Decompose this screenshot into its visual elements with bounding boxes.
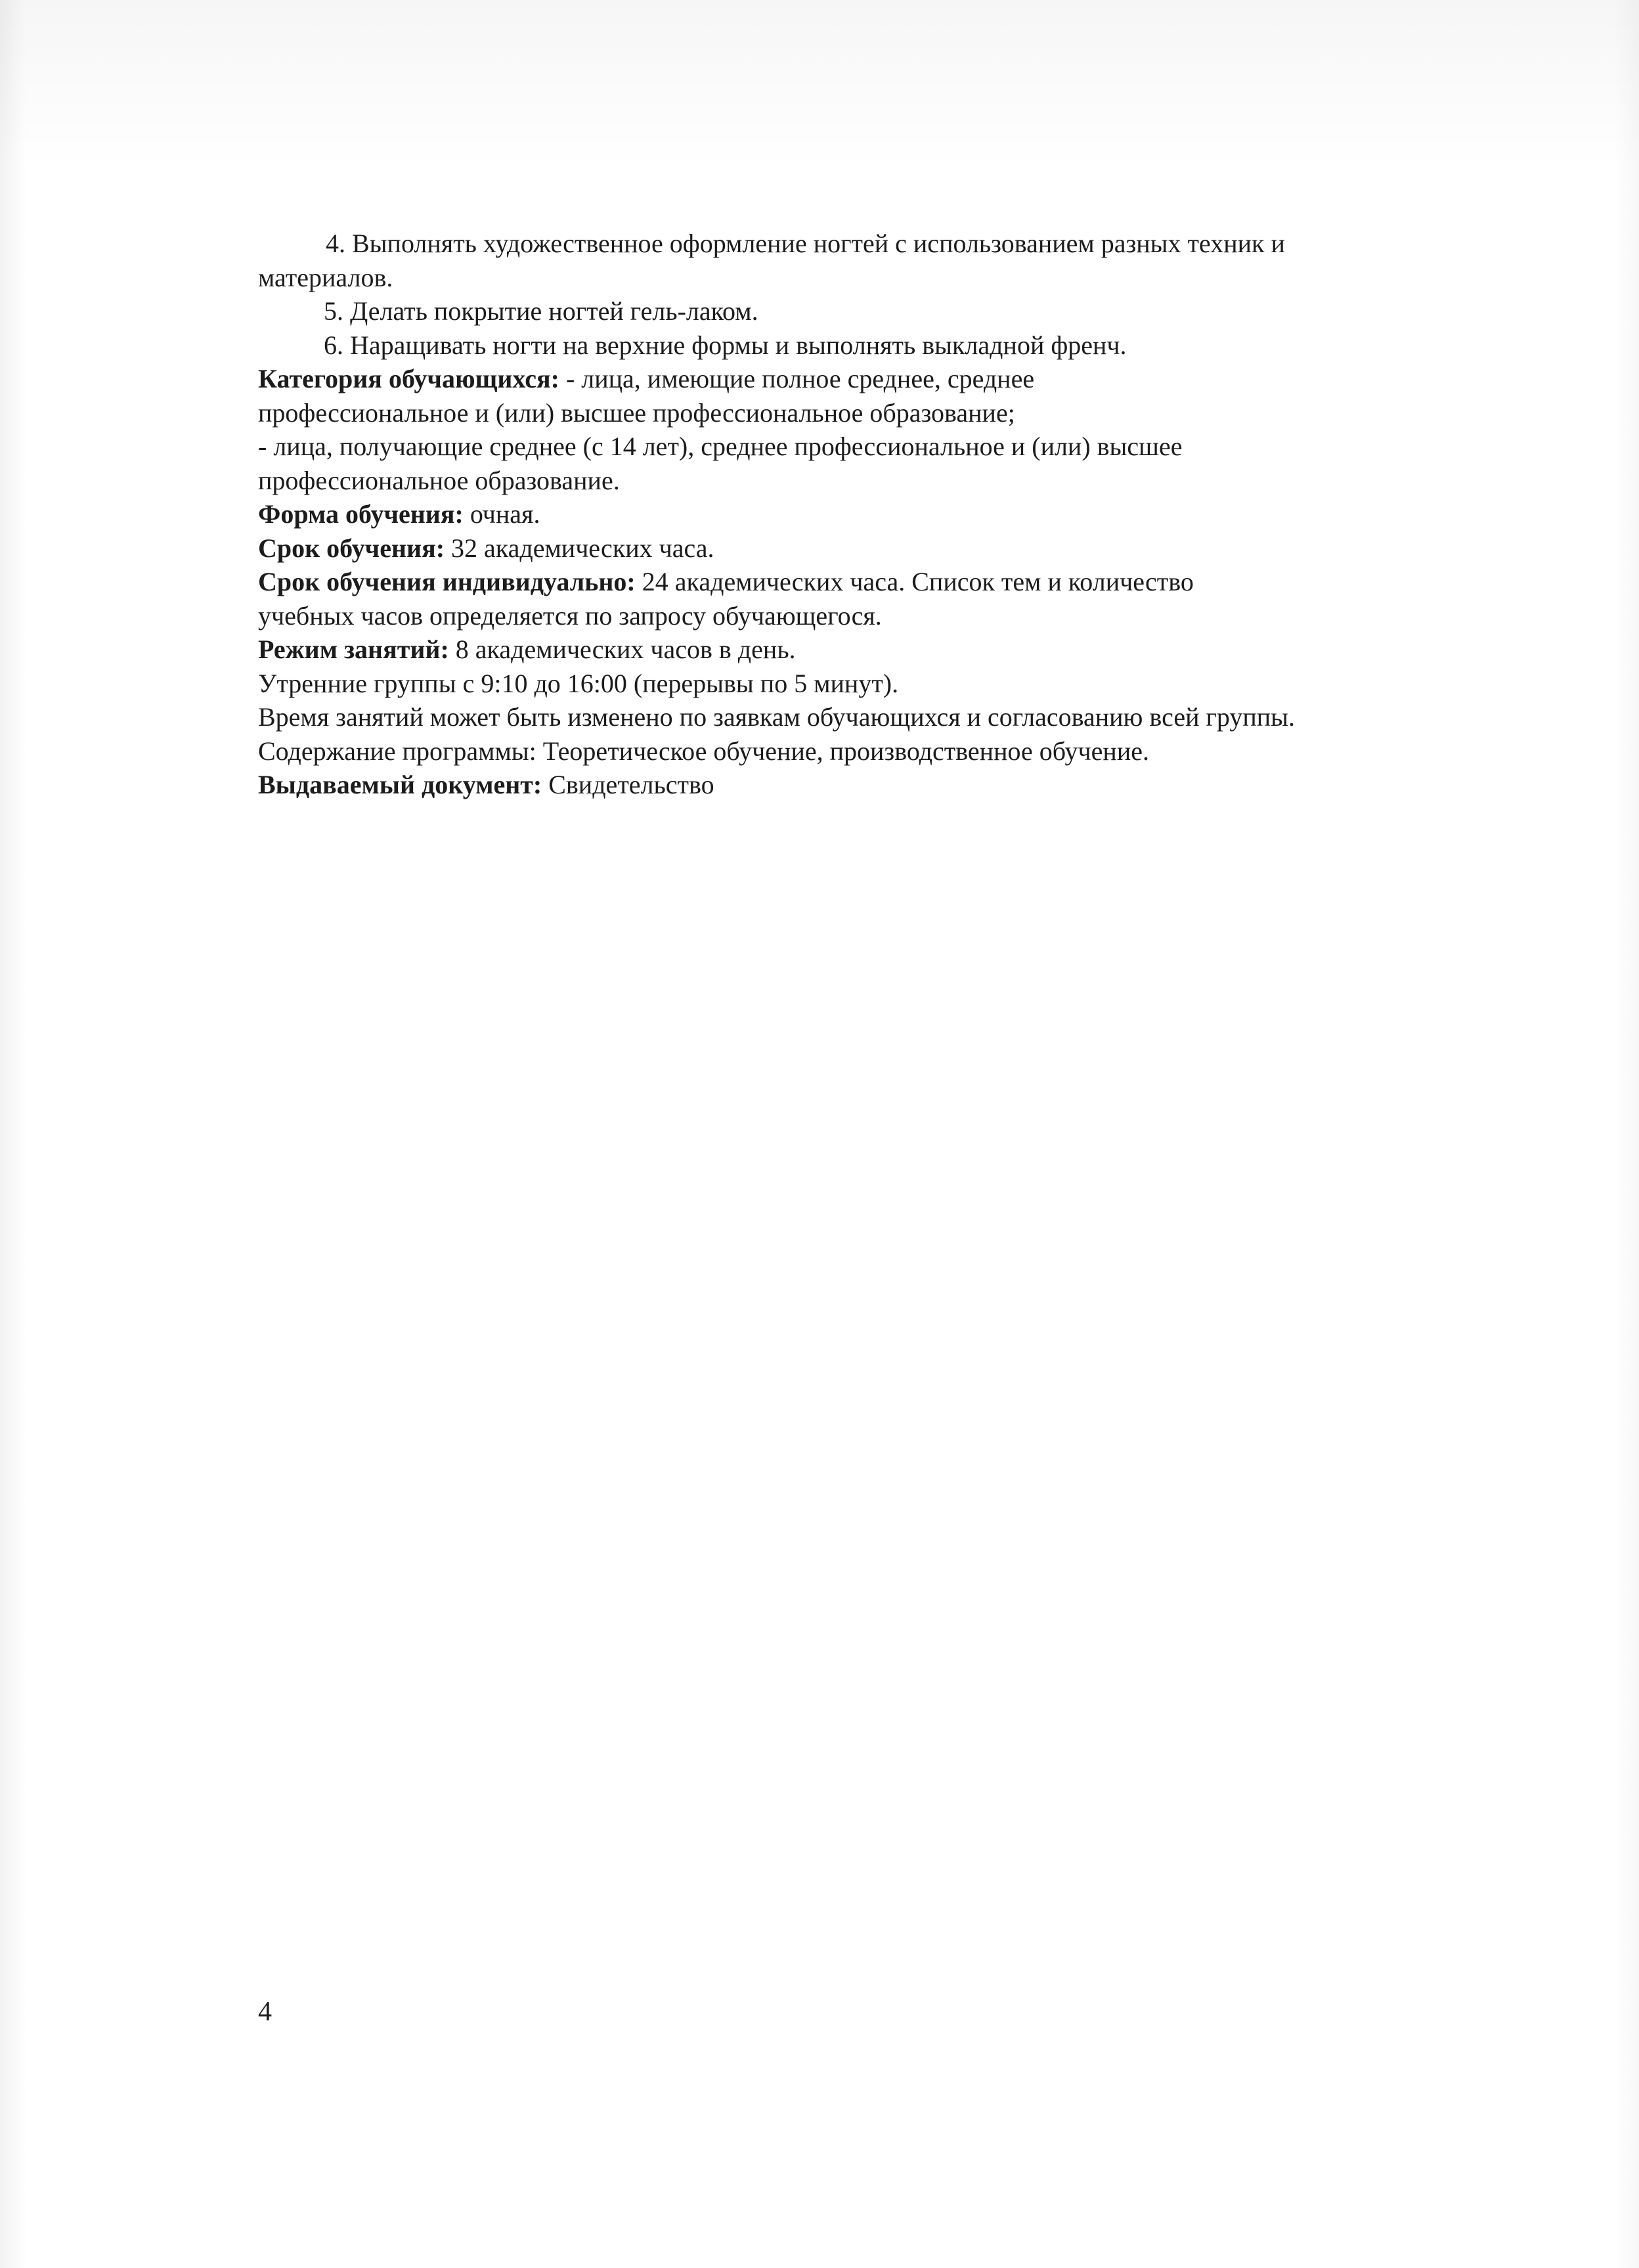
duration-individual-text: 24 академических часа. Список тем и количество — [635, 567, 1194, 596]
duration-section — [258, 531, 1440, 566]
list-item-5: 5. Делать покрытие ногтей гель-лаком. — [324, 296, 758, 326]
category-line3: - лица, получающие среднее (с 14 лет), среднее профессиональное и (или) высшее — [258, 432, 1183, 461]
time-change-note: Время занятий может быть изменено по заявкам обучающихся и согласованию всей группы. — [258, 702, 1296, 732]
duration-individual-section — [258, 565, 1440, 633]
list-item-6: 6. Наращивать ногти на верхние формы и выполнять выкладной френч. — [324, 330, 1127, 360]
category-line4: профессиональное образование. — [258, 465, 620, 495]
schedule-section — [258, 633, 1440, 667]
duration-individual-label: Срок обучения индивидуально: — [258, 567, 636, 596]
list-item-4-line1: 4. Выполнять художественное оформление ногтей с использованием разных техник и — [326, 229, 1285, 258]
list-item — [258, 294, 1440, 328]
schedule-text: 8 академических часов в день. — [448, 634, 796, 664]
issued-document-section — [258, 768, 1440, 802]
category-section — [258, 362, 1440, 497]
form-section — [258, 497, 1440, 531]
scan-shade-top — [0, 0, 1639, 171]
duration-text: 32 академических часа. — [445, 533, 714, 563]
morning-groups: Утренние группы с 9:10 до 16:00 (перерывы по 5 минут). — [258, 668, 899, 698]
issued-document-label: Выдаваемый документ: — [258, 770, 542, 799]
issued-document-text: Свидетельство — [542, 770, 714, 799]
scan-shade-left — [0, 0, 26, 2268]
list-item-4-line2: материалов. — [258, 262, 393, 292]
page-number: 4 — [258, 1997, 272, 2027]
form-label: Форма обучения: — [258, 499, 464, 529]
list-item — [258, 227, 1440, 294]
category-line2: профессиональное и (или) высшее профессиональное образование; — [258, 397, 1015, 428]
document-body — [258, 227, 1440, 802]
duration-individual-line2: учебных часов определяется по запросу обучающегося. — [258, 600, 882, 631]
form-text: очная. — [463, 499, 540, 529]
program-content: Содержание программы: Теоретическое обучение, производственное обучение. — [258, 736, 1149, 766]
category-text: - лица, имеющие полное среднее, среднее — [559, 364, 1035, 393]
scan-shade-right — [1613, 0, 1639, 2268]
list-item — [258, 328, 1440, 363]
category-label: Категория обучающихся: — [258, 364, 559, 393]
schedule-label: Режим занятий: — [258, 634, 449, 664]
duration-label: Срок обучения: — [258, 533, 445, 563]
